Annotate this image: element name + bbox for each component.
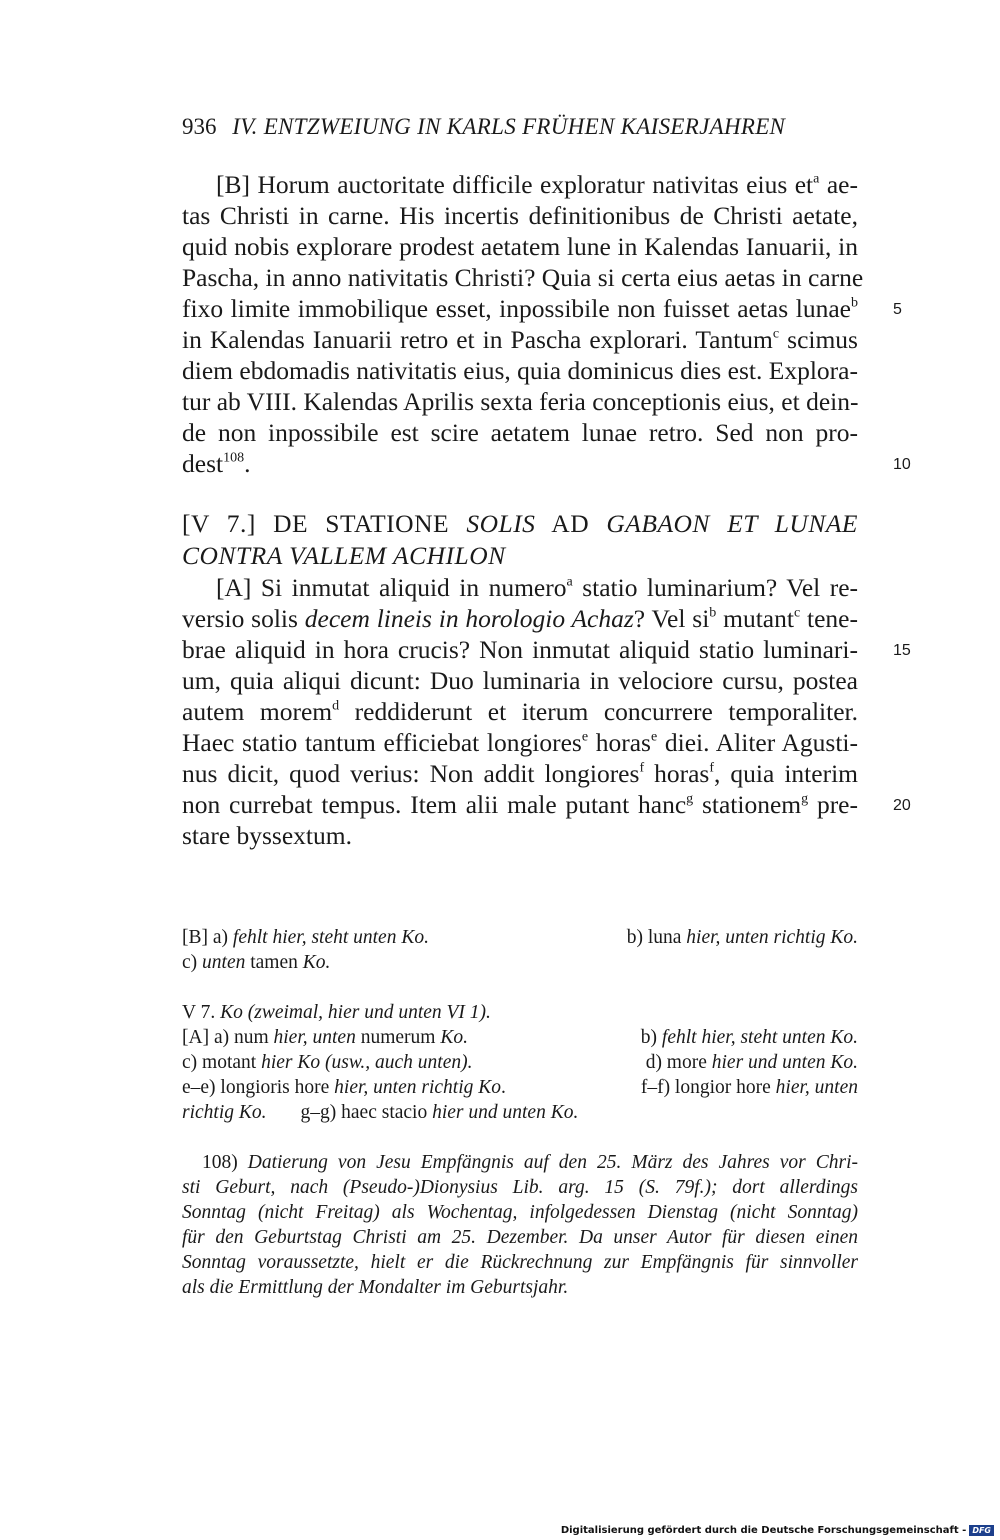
text-line: stare byssextum. [182, 821, 352, 850]
text-line: fixo limite immobilique esset, inpossibile non fuisset aetas lunae$^b$ [182, 294, 858, 323]
footnote-line: sti Geburt, nach (Pseudo-)Dionysius Lib. arg. 15 (S. 79f.); dort allerdings [182, 1177, 858, 1198]
footnote-line: als die Ermittlung der Mondalter im Geburtsjahr. [182, 1277, 569, 1298]
heading-line: [V 7.] DE STATIONE SOLIS AD GABAON ET LUNAE [182, 509, 858, 538]
text-line: autem morem$^d$ reddiderunt et iterum concurrere temporaliter. [182, 697, 858, 726]
text-line: quid nobis explorare prodest aetatem lune in Kalendas Ianuarii, in [182, 232, 858, 261]
digitization-footer [561, 1525, 994, 1536]
apparatus-note: c) motant hier Ko (usw., auch unten). [182, 1052, 473, 1073]
text-line: versio solis decem lineis in horologio Achaz? Vel $si^b$ mutant$^c$ tene- [182, 604, 858, 633]
heading-line: CONTRA VALLEM ACHILON [182, 541, 506, 570]
apparatus-row [182, 1052, 858, 1074]
apparatus-note: b) luna hier, unten richtig Ko. [626, 927, 858, 948]
line-number: 10 [893, 456, 911, 473]
footnote-line: für den Geburtstag Christi am 25. Dezember. Da unser Autor für diesen einen [182, 1227, 858, 1248]
apparatus-row [182, 1027, 858, 1049]
text-line: diem ebdomadis nativitatis eius, quia dominicus dies est. Explora- [182, 356, 858, 385]
text-line: non currebat tempus. Item alii male putant hanc$^g$ stationem$^g$ pre- [182, 790, 858, 819]
apparatus-row: richtig Ko. g–g) haec stacio hier und unten Ko. [182, 1102, 579, 1123]
text-line: um, quia aliqui dicunt: Duo luminaria in velociore cursu, postea [182, 666, 858, 695]
text-line: [B] Horum auctoritate difficile exploratur nativitas eius $et^a$ ae- [216, 170, 858, 199]
text-line: tur ab VIII. Kalendas Aprilis sexta feria conceptionis eius, et dein- [182, 387, 859, 416]
apparatus-row: V 7. Ko (zweimal, hier und unten VI 1). [182, 1002, 491, 1023]
apparatus-row [182, 1077, 858, 1099]
apparatus-note: d) more hier und unten Ko. [645, 1052, 858, 1073]
text-line: tas Christi in carne. His incertis definitionibus de Christi aetate, [182, 201, 858, 230]
footnote-line: Sonntag voraussetzte, hielt er die Rückrechnung zur Empfängnis für sinnvoller [182, 1252, 858, 1273]
text-line: Haec statio tantum efficiebat longiores$^e$ horas$^e$ diei. Aliter Agusti- [182, 728, 858, 757]
text-line: nus dicit, quod verius: Non addit longiores$^f$ horas$^f$, quia interim [182, 759, 858, 788]
text-line: brae aliquid in hora crucis? Non inmutat aliquid statio luminari- [182, 635, 858, 664]
text-line: de non inpossibile est scire aetatem lunae retro. Sed non pro- [182, 418, 858, 447]
text-line: in Kalendas Ianuarii retro et in Pascha explorari. Tantum$^c$ scimus [182, 325, 858, 354]
apparatus-row [182, 927, 858, 949]
running-title: IV. ENTZWEIUNG IN KARLS FRÜHEN KAISERJAHREN [232, 114, 786, 139]
line-number: 15 [893, 642, 911, 659]
line-number: 5 [893, 301, 902, 318]
footnote-line: 108) Datierung von Jesu Empfängnis auf den 25. März des Jahres vor Chri- [202, 1152, 858, 1173]
text-line: Pascha, in anno nativitatis Christi? Quia si certa eius aetas in carne [182, 263, 864, 292]
apparatus-note: [B] a) fehlt hier, steht unten Ko. [182, 927, 429, 948]
footer-text: Digitalisierung gefördert durch die Deutsche Forschungsgemeinschaft - [560, 1525, 967, 1536]
apparatus-note: [A] a) num hier, unten numerum Ko. [182, 1027, 468, 1048]
line-number: 20 [893, 797, 911, 814]
page-number: 936 [182, 114, 217, 139]
footnote-line: Sonntag (nicht Freitag) als Wochentag, infolgedessen Dienstag (nicht Sonntag) [182, 1202, 858, 1223]
text-line: [A] Si inmutat aliquid in numero$^a$ statio luminarium? Vel re- [216, 573, 859, 602]
apparatus-note: b) fehlt hier, steht unten Ko. [640, 1027, 858, 1048]
dfg-logo-icon: DFG [969, 1525, 994, 1536]
apparatus-note: f–f) longior hore hier, unten [640, 1077, 858, 1098]
apparatus-row: c) unten tamen Ko. [182, 952, 331, 973]
text-line: dest$^{108}$. [182, 449, 251, 478]
running-header [182, 114, 785, 140]
apparatus-note: e–e) longioris hore hier, unten richtig Ko. [182, 1077, 506, 1098]
